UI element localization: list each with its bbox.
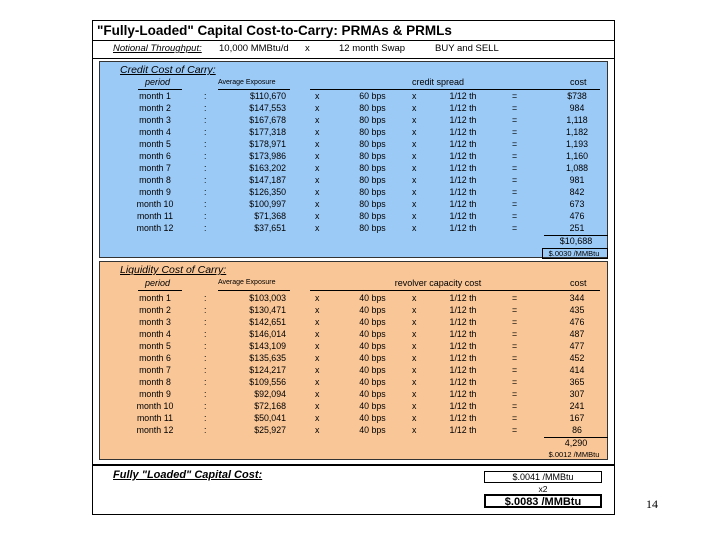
period-cell: month 11	[136, 211, 174, 221]
period-cell: month 8	[139, 377, 171, 387]
table-row	[100, 328, 607, 340]
times-cell: x	[315, 305, 320, 315]
spread-cell: 40 bps	[359, 401, 386, 411]
cost-cell: 1,160	[565, 151, 588, 161]
cost-cell: 487	[569, 329, 585, 339]
fraction-cell: 1/12 th	[449, 187, 477, 197]
times-cell: x	[412, 305, 417, 315]
times-cell: x	[412, 163, 417, 173]
spread-cell: 40 bps	[359, 293, 386, 303]
cost-cell: 167	[569, 413, 585, 423]
credit-per-unit: $.0030 /MMBtu	[548, 249, 600, 258]
cost-cell: 86	[572, 425, 582, 435]
times-cell: x	[412, 341, 417, 351]
colon-cell: :	[204, 187, 207, 197]
times-cell: x	[412, 293, 417, 303]
times-cell: x	[315, 293, 320, 303]
times-cell: x	[315, 127, 320, 137]
cost-cell: 477	[569, 341, 585, 351]
fraction-cell: 1/12 th	[449, 103, 477, 113]
times-cell: x	[315, 199, 320, 209]
times-cell: x	[412, 139, 417, 149]
table-row	[100, 90, 607, 102]
credit-header-spread: credit spread	[411, 77, 465, 87]
fully-loaded-label: Fully "Loaded" Capital Cost:	[113, 469, 263, 481]
credit-rows	[100, 90, 607, 234]
fraction-cell: 1/12 th	[449, 305, 477, 315]
period-cell: month 1	[139, 91, 171, 101]
liquidity-section-title: Liquidity Cost of Carry:	[120, 264, 227, 276]
times-cell: x	[315, 317, 320, 327]
credit-header-exposure: Average Exposure	[218, 79, 276, 86]
times-cell: x	[315, 365, 320, 375]
table-row	[100, 162, 607, 174]
spread-cell: 40 bps	[359, 329, 386, 339]
notional-x: x	[305, 43, 310, 54]
fraction-cell: 1/12 th	[449, 139, 477, 149]
times-cell: x	[315, 139, 320, 149]
times-cell: x	[315, 341, 320, 351]
exposure-cell: $130,471	[249, 305, 286, 315]
times-cell: x	[315, 211, 320, 221]
table-row	[100, 340, 607, 352]
period-cell: month 2	[139, 103, 171, 113]
equals-cell: =	[512, 377, 518, 387]
slide-frame	[92, 20, 615, 515]
table-row	[100, 376, 607, 388]
equals-cell: =	[512, 293, 518, 303]
times-cell: x	[315, 115, 320, 125]
notional-term: 12 month Swap	[339, 43, 406, 54]
fraction-cell: 1/12 th	[449, 211, 477, 221]
times-cell: x	[412, 187, 417, 197]
colon-cell: :	[204, 317, 207, 327]
period-cell: month 6	[139, 353, 171, 363]
exposure-cell: $146,014	[249, 329, 286, 339]
notional-throughput-row	[93, 43, 614, 57]
cost-cell: 1,088	[565, 163, 588, 173]
period-cell: month 4	[139, 127, 171, 137]
colon-cell: :	[204, 365, 207, 375]
table-row	[100, 210, 607, 222]
colon-cell: :	[204, 353, 207, 363]
period-cell: month 5	[139, 341, 171, 351]
exposure-cell: $163,202	[249, 163, 286, 173]
spread-cell: 40 bps	[359, 317, 386, 327]
times-cell: x	[412, 199, 417, 209]
table-row	[100, 174, 607, 186]
fraction-cell: 1/12 th	[449, 151, 477, 161]
table-row	[100, 388, 607, 400]
exposure-cell: $110,670	[249, 91, 286, 101]
cost-cell: 673	[569, 199, 585, 209]
credit-header-period: period	[145, 77, 171, 87]
period-cell: month 7	[139, 163, 171, 173]
credit-header-cost: cost	[570, 77, 587, 87]
page-title: "Fully-Loaded" Capital Cost-to-Carry: PRMAs & PRMLs	[97, 23, 452, 38]
spread-cell: 40 bps	[359, 365, 386, 375]
fraction-cell: 1/12 th	[449, 199, 477, 209]
cost-cell: 1,118	[566, 115, 588, 125]
spread-cell: 40 bps	[359, 341, 386, 351]
credit-cost-section	[99, 61, 608, 258]
period-cell: month 11	[136, 413, 174, 423]
colon-cell: :	[204, 103, 207, 113]
cost-cell: 1,182	[565, 127, 588, 137]
fraction-cell: 1/12 th	[449, 389, 477, 399]
exposure-cell: $143,109	[249, 341, 286, 351]
colon-cell: :	[204, 211, 207, 221]
equals-cell: =	[512, 199, 518, 209]
exposure-cell: $177,318	[249, 127, 286, 137]
colon-cell: :	[204, 305, 207, 315]
colon-cell: :	[204, 341, 207, 351]
spread-cell: 80 bps	[359, 175, 386, 185]
table-row	[100, 222, 607, 234]
equals-cell: =	[512, 401, 518, 411]
liquidity-cost-section	[99, 261, 608, 460]
times-cell: x	[412, 377, 417, 387]
fraction-cell: 1/12 th	[449, 175, 477, 185]
times-cell: x	[412, 115, 417, 125]
spread-cell: 80 bps	[359, 139, 386, 149]
exposure-cell: $37,651	[254, 223, 286, 233]
table-row	[100, 304, 607, 316]
liquidity-exposure-underline	[218, 290, 290, 291]
exposure-cell: $178,971	[249, 139, 286, 149]
liquidity-header-cost: cost	[570, 278, 587, 288]
spread-cell: 80 bps	[359, 103, 386, 113]
equals-cell: =	[512, 115, 518, 125]
fraction-cell: 1/12 th	[449, 425, 477, 435]
equals-cell: =	[512, 151, 518, 161]
times-cell: x	[315, 389, 320, 399]
equals-cell: =	[512, 175, 518, 185]
liquidity-period-underline	[138, 290, 182, 291]
fraction-cell: 1/12 th	[449, 293, 477, 303]
times-cell: x	[412, 103, 417, 113]
exposure-cell: $50,041	[254, 413, 286, 423]
liquidity-total: 4,290	[564, 438, 588, 448]
times-cell: x	[315, 329, 320, 339]
times-cell: x	[315, 103, 320, 113]
period-cell: month 5	[139, 139, 171, 149]
fraction-cell: 1/12 th	[449, 223, 477, 233]
notional-volume: 10,000 MMBtu/d	[219, 43, 289, 54]
times-cell: x	[315, 401, 320, 411]
colon-cell: :	[204, 175, 207, 185]
fraction-cell: 1/12 th	[449, 365, 477, 375]
notional-side: BUY and SELL	[435, 43, 499, 54]
times-cell: x	[315, 175, 320, 185]
cost-cell: 981	[569, 175, 585, 185]
cost-cell: 984	[569, 103, 585, 113]
colon-cell: :	[204, 127, 207, 137]
exposure-cell: $92,094	[254, 389, 286, 399]
equals-cell: =	[512, 413, 518, 423]
table-row	[100, 352, 607, 364]
fully-loaded-value-box: $.0041 /MMBtu	[484, 471, 602, 483]
cost-cell: 452	[569, 353, 585, 363]
exposure-cell: $147,187	[249, 175, 286, 185]
times-cell: x	[315, 163, 320, 173]
exposure-cell: $147,553	[249, 103, 286, 113]
equals-cell: =	[512, 223, 518, 233]
title-rule	[93, 40, 614, 41]
table-row	[100, 186, 607, 198]
fraction-cell: 1/12 th	[449, 163, 477, 173]
table-row	[100, 138, 607, 150]
equals-cell: =	[512, 329, 518, 339]
colon-cell: :	[204, 151, 207, 161]
notional-label: Notional Throughput:	[113, 43, 202, 54]
colon-cell: :	[204, 115, 207, 125]
credit-total: $10,688	[559, 236, 593, 246]
colon-cell: :	[204, 401, 207, 411]
equals-cell: =	[512, 211, 518, 221]
cost-cell: 344	[569, 293, 585, 303]
cost-cell: 842	[569, 187, 585, 197]
exposure-cell: $135,635	[249, 353, 286, 363]
spread-cell: 40 bps	[359, 389, 386, 399]
period-cell: month 7	[139, 365, 171, 375]
table-row	[100, 400, 607, 412]
spread-cell: 80 bps	[359, 187, 386, 197]
cost-cell: 414	[569, 365, 585, 375]
notional-rule	[93, 58, 614, 59]
liquidity-header-period: period	[145, 278, 171, 288]
colon-cell: :	[204, 293, 207, 303]
cost-cell: $738	[567, 91, 587, 101]
times-cell: x	[412, 175, 417, 185]
equals-cell: =	[512, 389, 518, 399]
table-row	[100, 292, 607, 304]
fraction-cell: 1/12 th	[449, 377, 477, 387]
spread-cell: 40 bps	[359, 413, 386, 423]
equals-cell: =	[512, 103, 518, 113]
spread-cell: 80 bps	[359, 151, 386, 161]
times-cell: x	[315, 223, 320, 233]
fully-loaded-total-box: $.0083 /MMBtu	[484, 494, 602, 508]
table-row	[100, 102, 607, 114]
fraction-cell: 1/12 th	[449, 329, 477, 339]
times-cell: x	[315, 151, 320, 161]
table-row	[100, 150, 607, 162]
credit-section-title: Credit Cost of Carry:	[120, 64, 216, 76]
exposure-cell: $100,997	[249, 199, 286, 209]
times-cell: x	[412, 329, 417, 339]
period-cell: month 3	[139, 317, 171, 327]
liquidity-header-exposure: Average Exposure	[218, 279, 276, 286]
section-separator	[93, 464, 614, 466]
period-cell: month 9	[139, 187, 171, 197]
liquidity-rows	[100, 292, 607, 436]
colon-cell: :	[204, 329, 207, 339]
fraction-cell: 1/12 th	[449, 413, 477, 423]
spread-cell: 80 bps	[359, 163, 386, 173]
period-cell: month 8	[139, 175, 171, 185]
times-cell: x	[412, 425, 417, 435]
liquidity-header-spread: revolver capacity cost	[394, 278, 482, 288]
spread-cell: 80 bps	[359, 199, 386, 209]
equals-cell: =	[512, 163, 518, 173]
exposure-cell: $25,927	[254, 425, 286, 435]
period-cell: month 2	[139, 305, 171, 315]
exposure-cell: $71,368	[254, 211, 286, 221]
colon-cell: :	[204, 163, 207, 173]
exposure-cell: $109,556	[249, 377, 286, 387]
equals-cell: =	[512, 139, 518, 149]
period-cell: month 10	[136, 401, 174, 411]
colon-cell: :	[204, 91, 207, 101]
spread-cell: 40 bps	[359, 353, 386, 363]
exposure-cell: $167,678	[249, 115, 286, 125]
times-cell: x	[315, 413, 320, 423]
times-cell: x	[315, 353, 320, 363]
period-cell: month 4	[139, 329, 171, 339]
fraction-cell: 1/12 th	[449, 91, 477, 101]
exposure-cell: $103,003	[249, 293, 286, 303]
times-cell: x	[412, 401, 417, 411]
fully-loaded-multiplier: x2	[538, 484, 548, 494]
fraction-cell: 1/12 th	[449, 127, 477, 137]
times-cell: x	[412, 211, 417, 221]
table-row	[100, 198, 607, 210]
cost-cell: 251	[569, 223, 585, 233]
times-cell: x	[315, 425, 320, 435]
cost-cell: 476	[569, 211, 585, 221]
spread-cell: 80 bps	[359, 211, 386, 221]
page-number: 14	[646, 497, 658, 511]
equals-cell: =	[512, 425, 518, 435]
times-cell: x	[412, 317, 417, 327]
period-cell: month 12	[136, 425, 174, 435]
equals-cell: =	[512, 127, 518, 137]
table-row	[100, 316, 607, 328]
exposure-cell: $142,651	[249, 317, 286, 327]
spread-cell: 40 bps	[359, 377, 386, 387]
spread-cell: 80 bps	[359, 127, 386, 137]
exposure-cell: $72,168	[254, 401, 286, 411]
spread-cell: 40 bps	[359, 425, 386, 435]
equals-cell: =	[512, 187, 518, 197]
times-cell: x	[315, 187, 320, 197]
period-cell: month 6	[139, 151, 171, 161]
times-cell: x	[412, 413, 417, 423]
fraction-cell: 1/12 th	[449, 353, 477, 363]
liquidity-per-unit: $.0012 /MMBtu	[548, 450, 600, 459]
cost-cell: 365	[569, 377, 585, 387]
times-cell: x	[412, 353, 417, 363]
equals-cell: =	[512, 341, 518, 351]
cost-cell: 241	[569, 401, 585, 411]
times-cell: x	[412, 151, 417, 161]
fraction-cell: 1/12 th	[449, 401, 477, 411]
equals-cell: =	[512, 365, 518, 375]
equals-cell: =	[512, 305, 518, 315]
spread-cell: 40 bps	[359, 305, 386, 315]
equals-cell: =	[512, 91, 518, 101]
cost-cell: 1,193	[565, 139, 588, 149]
times-cell: x	[412, 223, 417, 233]
colon-cell: :	[204, 413, 207, 423]
spread-cell: 60 bps	[359, 91, 386, 101]
liquidity-spread-underline	[310, 290, 600, 291]
exposure-cell: $124,217	[249, 365, 286, 375]
fraction-cell: 1/12 th	[449, 115, 477, 125]
period-cell: month 12	[136, 223, 174, 233]
exposure-cell: $173,986	[249, 151, 286, 161]
colon-cell: :	[204, 377, 207, 387]
equals-cell: =	[512, 317, 518, 327]
fraction-cell: 1/12 th	[449, 341, 477, 351]
cost-cell: 435	[569, 305, 585, 315]
cost-cell: 307	[569, 389, 585, 399]
times-cell: x	[315, 377, 320, 387]
times-cell: x	[412, 365, 417, 375]
table-row	[100, 114, 607, 126]
period-cell: month 10	[136, 199, 174, 209]
fraction-cell: 1/12 th	[449, 317, 477, 327]
times-cell: x	[412, 91, 417, 101]
colon-cell: :	[204, 199, 207, 209]
cost-cell: 476	[569, 317, 585, 327]
colon-cell: :	[204, 139, 207, 149]
table-row	[100, 364, 607, 376]
colon-cell: :	[204, 389, 207, 399]
equals-cell: =	[512, 353, 518, 363]
colon-cell: :	[204, 223, 207, 233]
period-cell: month 9	[139, 389, 171, 399]
table-row	[100, 424, 607, 436]
spread-cell: 80 bps	[359, 115, 386, 125]
exposure-cell: $126,350	[249, 187, 286, 197]
colon-cell: :	[204, 425, 207, 435]
table-row	[100, 126, 607, 138]
period-cell: month 3	[139, 115, 171, 125]
times-cell: x	[412, 127, 417, 137]
period-cell: month 1	[139, 293, 171, 303]
spread-cell: 80 bps	[359, 223, 386, 233]
times-cell: x	[412, 389, 417, 399]
table-row	[100, 412, 607, 424]
times-cell: x	[315, 91, 320, 101]
